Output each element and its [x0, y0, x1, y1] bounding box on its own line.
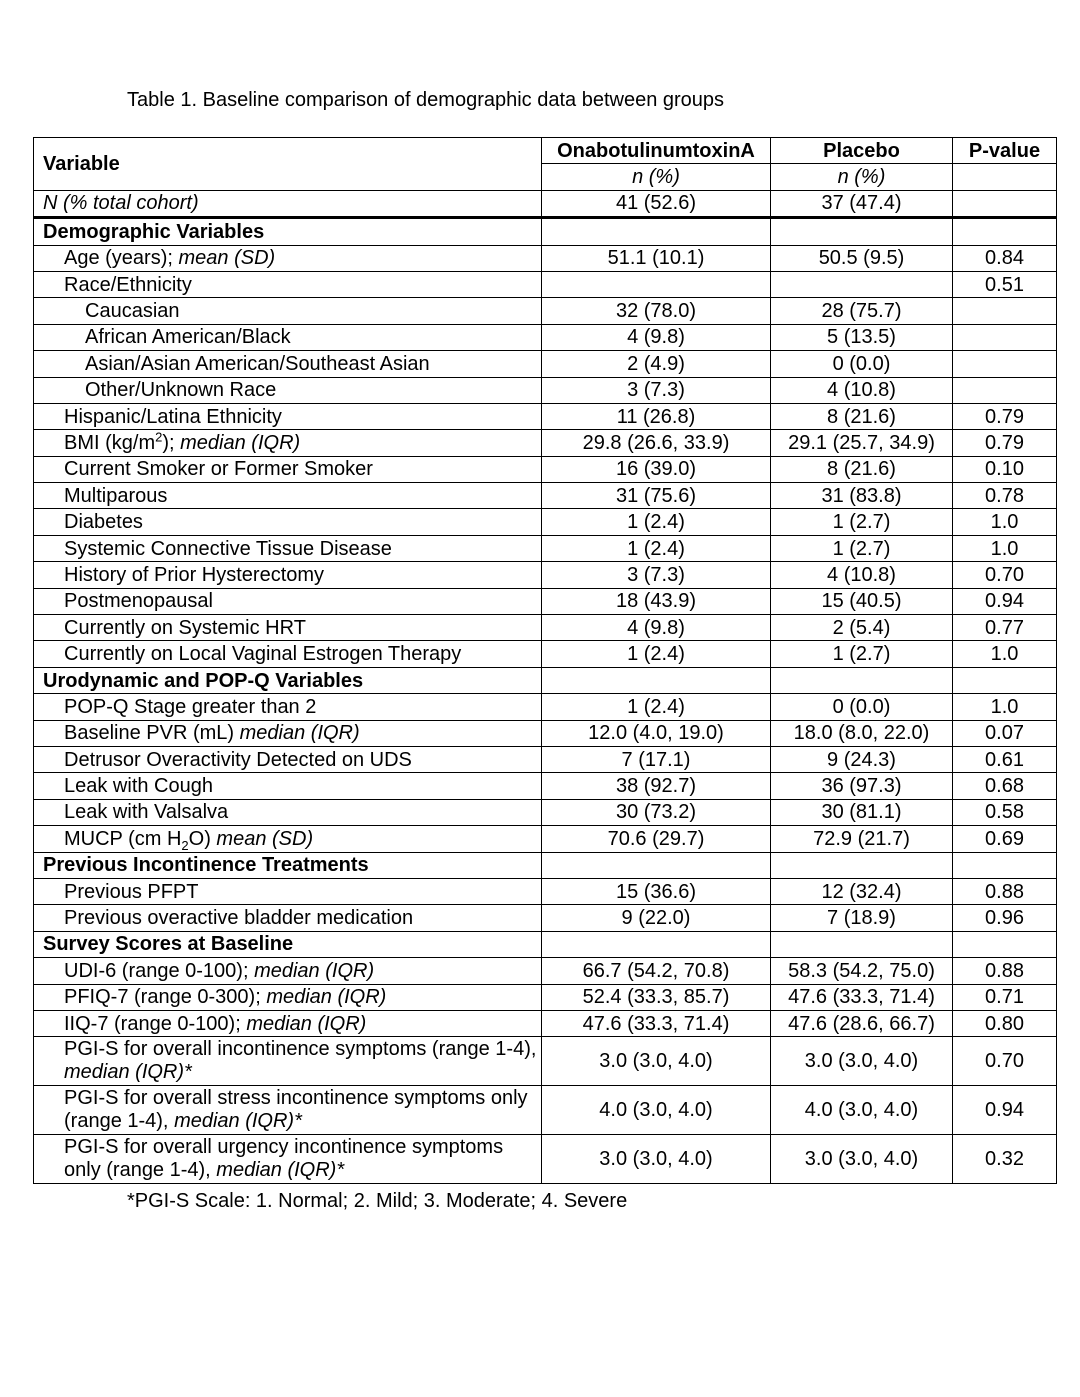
row-label — [34, 773, 542, 799]
subheader-onabotulinumtoxina: n (%) — [542, 164, 771, 190]
cell-onabotulinumtoxina: 47.6 (33.3, 71.4) — [542, 1010, 771, 1036]
row-label-stat: median (IQR) — [254, 959, 375, 982]
table-row — [34, 1037, 1057, 1086]
cell-onabotulinumtoxina: 3.0 (3.0, 4.0) — [542, 1037, 771, 1086]
cell-onabotulinumtoxina: 51.1 (10.1) — [542, 245, 771, 271]
cell-onabotulinumtoxina: 1 (2.4) — [542, 535, 771, 561]
cell-placebo: 1 (2.7) — [771, 641, 953, 667]
cell-onabotulinumtoxina: 2 (4.9) — [542, 351, 771, 377]
cell-placebo: 58.3 (54.2, 75.0) — [771, 958, 953, 984]
cell-p-value: 0.10 — [953, 456, 1057, 482]
cell-p-value: 1.0 — [953, 641, 1057, 667]
cell-placebo: 47.6 (28.6, 66.7) — [771, 1010, 953, 1036]
cell-onabotulinumtoxina: 4 (9.8) — [542, 615, 771, 641]
baseline-table — [33, 137, 1057, 1184]
table-row — [34, 562, 1057, 588]
cell-p-value — [953, 351, 1057, 377]
cell-placebo: 3.0 (3.0, 4.0) — [771, 1037, 953, 1086]
cell-placebo: 15 (40.5) — [771, 588, 953, 614]
row-label-text: PGI-S for overall incontinence symptoms (range 1-4), — [64, 1038, 537, 1061]
cell-placebo — [771, 218, 953, 245]
header-variable: Variable — [34, 138, 542, 191]
cell-p-value — [953, 218, 1057, 245]
cell-placebo: 30 (81.1) — [771, 799, 953, 825]
table-row — [34, 190, 1057, 217]
cell-placebo: 47.6 (33.3, 71.4) — [771, 984, 953, 1010]
cell-onabotulinumtoxina: 41 (52.6) — [542, 190, 771, 217]
table-row — [34, 298, 1057, 324]
row-label-stat: median (IQR) — [239, 722, 360, 745]
row-label-stat: median (IQR)* — [174, 1110, 302, 1133]
row-label-text: ); — [162, 431, 181, 454]
cell-placebo: 4.0 (3.0, 4.0) — [771, 1086, 953, 1135]
cell-p-value: 0.79 — [953, 430, 1057, 456]
table-row — [34, 799, 1057, 825]
subheader-placebo: n (%) — [771, 164, 953, 190]
row-label — [34, 878, 542, 904]
cell-onabotulinumtoxina: 38 (92.7) — [542, 773, 771, 799]
row-label — [34, 588, 542, 614]
row-label — [34, 1135, 542, 1184]
table-row — [34, 509, 1057, 535]
row-label-text: Other/Unknown Race — [85, 379, 277, 402]
cell-onabotulinumtoxina: 32 (78.0) — [542, 298, 771, 324]
cell-p-value: 0.94 — [953, 1086, 1057, 1135]
cell-placebo: 0 (0.0) — [771, 351, 953, 377]
cell-onabotulinumtoxina: 4.0 (3.0, 4.0) — [542, 1086, 771, 1135]
row-label-text: O) — [188, 827, 217, 850]
cell-placebo: 12 (32.4) — [771, 878, 953, 904]
row-label-text: Current Smoker or Former Smoker — [64, 458, 373, 481]
cell-placebo: 5 (13.5) — [771, 324, 953, 350]
row-label — [34, 324, 542, 350]
row-label — [34, 984, 542, 1010]
cell-onabotulinumtoxina: 18 (43.9) — [542, 588, 771, 614]
cell-placebo: 4 (10.8) — [771, 562, 953, 588]
header-p-value: P-value — [953, 138, 1057, 164]
row-label — [34, 483, 542, 509]
cell-onabotulinumtoxina: 16 (39.0) — [542, 456, 771, 482]
row-label — [34, 1010, 542, 1036]
cell-onabotulinumtoxina: 9 (22.0) — [542, 905, 771, 931]
cell-p-value — [953, 852, 1057, 878]
cell-p-value: 0.88 — [953, 878, 1057, 904]
row-label-text: N (% total cohort) — [43, 192, 199, 215]
row-label — [34, 456, 542, 482]
cell-onabotulinumtoxina: 3 (7.3) — [542, 562, 771, 588]
row-label-stat: median (IQR)* — [64, 1061, 192, 1084]
cell-placebo: 72.9 (21.7) — [771, 826, 953, 852]
cell-p-value: 0.79 — [953, 403, 1057, 429]
table-row — [34, 958, 1057, 984]
row-label-text: POP-Q Stage greater than 2 — [64, 695, 317, 718]
row-label-stat: mean (SD) — [216, 827, 314, 850]
row-label-text: IIQ-7 (range 0-100); — [64, 1012, 247, 1035]
row-label-text: History of Prior Hysterectomy — [64, 563, 325, 586]
cell-placebo: 0 (0.0) — [771, 694, 953, 720]
cell-p-value — [953, 667, 1057, 693]
cell-placebo: 36 (97.3) — [771, 773, 953, 799]
row-label — [34, 218, 542, 245]
cell-onabotulinumtoxina: 4 (9.8) — [542, 324, 771, 350]
row-label-text: Previous Incontinence Treatments — [43, 854, 369, 877]
cell-p-value: 0.70 — [953, 562, 1057, 588]
cell-p-value: 0.71 — [953, 984, 1057, 1010]
table-row — [34, 641, 1057, 667]
row-label — [34, 852, 542, 878]
cell-onabotulinumtoxina — [542, 931, 771, 957]
cell-placebo — [771, 931, 953, 957]
row-label — [34, 931, 542, 957]
cell-p-value: 0.80 — [953, 1010, 1057, 1036]
table-row — [34, 1010, 1057, 1036]
section-row — [34, 667, 1057, 693]
table-row — [34, 1086, 1057, 1135]
row-label-stat: median (IQR)* — [216, 1159, 345, 1182]
header-placebo: Placebo — [771, 138, 953, 164]
row-label — [34, 403, 542, 429]
cell-onabotulinumtoxina: 3.0 (3.0, 4.0) — [542, 1135, 771, 1184]
table-row — [34, 430, 1057, 456]
table-row — [34, 826, 1057, 852]
section-row — [34, 931, 1057, 957]
row-label-text: African American/Black — [85, 326, 291, 349]
cell-onabotulinumtoxina: 15 (36.6) — [542, 878, 771, 904]
cell-onabotulinumtoxina: 29.8 (26.6, 33.9) — [542, 430, 771, 456]
table-row — [34, 483, 1057, 509]
cell-p-value: 0.69 — [953, 826, 1057, 852]
row-label — [34, 298, 542, 324]
row-label — [34, 905, 542, 931]
cell-placebo: 8 (21.6) — [771, 456, 953, 482]
cell-placebo: 18.0 (8.0, 22.0) — [771, 720, 953, 746]
row-label-text: Detrusor Overactivity Detected on UDS — [64, 748, 412, 771]
row-label-stat: median (IQR) — [266, 986, 387, 1009]
cell-onabotulinumtoxina — [542, 218, 771, 245]
cell-p-value — [953, 377, 1057, 403]
cell-p-value: 0.77 — [953, 615, 1057, 641]
table-row — [34, 878, 1057, 904]
cell-p-value — [953, 931, 1057, 957]
table-row — [34, 245, 1057, 271]
table-row — [34, 456, 1057, 482]
row-label — [34, 1086, 542, 1135]
row-label-text: Currently on Local Vaginal Estrogen Therapy — [64, 643, 462, 666]
section-row — [34, 852, 1057, 878]
table-row — [34, 377, 1057, 403]
row-label-text: PGI-S for overall stress incontinence symptoms only (range 1-4), — [64, 1087, 528, 1133]
row-label-text: Baseline PVR (mL) — [64, 722, 240, 745]
row-label-text: PFIQ-7 (range 0-300); — [64, 986, 267, 1009]
cell-placebo: 2 (5.4) — [771, 615, 953, 641]
cell-onabotulinumtoxina: 12.0 (4.0, 19.0) — [542, 720, 771, 746]
row-label — [34, 430, 542, 456]
cell-onabotulinumtoxina — [542, 667, 771, 693]
cell-p-value: 0.94 — [953, 588, 1057, 614]
cell-onabotulinumtoxina: 52.4 (33.3, 85.7) — [542, 984, 771, 1010]
table-row — [34, 720, 1057, 746]
cell-onabotulinumtoxina — [542, 852, 771, 878]
cell-onabotulinumtoxina: 7 (17.1) — [542, 746, 771, 772]
cell-p-value: 0.61 — [953, 746, 1057, 772]
row-label — [34, 271, 542, 297]
cell-p-value: 1.0 — [953, 535, 1057, 561]
table-caption: Table 1. Baseline comparison of demographic data between groups — [127, 89, 725, 111]
row-label-text: Diabetes — [64, 511, 143, 534]
row-label-stat: median (IQR) — [180, 431, 301, 454]
table-row — [34, 1135, 1057, 1184]
row-label — [34, 509, 542, 535]
cell-placebo: 37 (47.4) — [771, 190, 953, 217]
row-label — [34, 535, 542, 561]
row-label-text: Demographic Variables — [43, 220, 265, 243]
row-label-text: Leak with Valsalva — [64, 801, 229, 824]
cell-placebo: 9 (24.3) — [771, 746, 953, 772]
cell-placebo — [771, 271, 953, 297]
table-row — [34, 905, 1057, 931]
row-label-text: UDI-6 (range 0-100); — [64, 959, 255, 982]
header-onabotulinumtoxina: OnabotulinumtoxinA — [542, 138, 771, 164]
footnote: *PGI-S Scale: 1. Normal; 2. Mild; 3. Moderate; 4. Severe — [127, 1190, 628, 1212]
section-row — [34, 218, 1057, 245]
cell-p-value: 0.32 — [953, 1135, 1057, 1184]
table-row — [34, 271, 1057, 297]
row-label-text: PGI-S for overall urgency incontinence symptoms only (range 1-4), — [64, 1136, 504, 1182]
row-label — [34, 826, 542, 852]
cell-placebo — [771, 667, 953, 693]
row-label — [34, 562, 542, 588]
row-label-text: MUCP (cm H — [64, 827, 182, 850]
row-label-text: Multiparous — [64, 484, 168, 507]
cell-onabotulinumtoxina — [542, 271, 771, 297]
row-label-sub: 2 — [181, 837, 189, 853]
row-label-text: Previous overactive bladder medication — [64, 907, 414, 930]
row-label — [34, 351, 542, 377]
row-label-stat: mean (SD) — [178, 247, 276, 270]
cell-onabotulinumtoxina: 1 (2.4) — [542, 641, 771, 667]
row-label-text: Leak with Cough — [64, 775, 213, 798]
subheader-p-value — [953, 164, 1057, 190]
cell-placebo: 3.0 (3.0, 4.0) — [771, 1135, 953, 1184]
row-label — [34, 615, 542, 641]
table-row — [34, 324, 1057, 350]
cell-onabotulinumtoxina: 11 (26.8) — [542, 403, 771, 429]
row-label — [34, 190, 542, 217]
table-row — [34, 694, 1057, 720]
cell-onabotulinumtoxina: 31 (75.6) — [542, 483, 771, 509]
row-label-text: Asian/Asian American/Southeast Asian — [85, 352, 430, 375]
cell-p-value: 0.70 — [953, 1037, 1057, 1086]
cell-placebo: 7 (18.9) — [771, 905, 953, 931]
cell-placebo: 8 (21.6) — [771, 403, 953, 429]
cell-onabotulinumtoxina: 1 (2.4) — [542, 694, 771, 720]
cell-p-value — [953, 298, 1057, 324]
cell-onabotulinumtoxina: 1 (2.4) — [542, 509, 771, 535]
row-label — [34, 799, 542, 825]
header-row — [34, 138, 1057, 164]
cell-placebo: 1 (2.7) — [771, 535, 953, 561]
cell-onabotulinumtoxina: 30 (73.2) — [542, 799, 771, 825]
cell-p-value: 1.0 — [953, 694, 1057, 720]
row-label — [34, 245, 542, 271]
row-label-text: Postmenopausal — [64, 590, 213, 613]
cell-p-value: 0.58 — [953, 799, 1057, 825]
table-row — [34, 773, 1057, 799]
cell-p-value: 0.84 — [953, 245, 1057, 271]
row-label-text: Age (years); — [64, 247, 179, 270]
cell-placebo: 29.1 (25.7, 34.9) — [771, 430, 953, 456]
row-label-text: Survey Scores at Baseline — [43, 933, 294, 956]
cell-p-value: 0.51 — [953, 271, 1057, 297]
cell-p-value: 0.96 — [953, 905, 1057, 931]
table-row — [34, 535, 1057, 561]
cell-p-value — [953, 324, 1057, 350]
cell-placebo: 28 (75.7) — [771, 298, 953, 324]
row-label — [34, 694, 542, 720]
row-label — [34, 1037, 542, 1086]
table-row — [34, 984, 1057, 1010]
row-label — [34, 667, 542, 693]
cell-p-value: 0.78 — [953, 483, 1057, 509]
row-label-text: Hispanic/Latina Ethnicity — [64, 405, 282, 428]
cell-p-value: 0.68 — [953, 773, 1057, 799]
table-row — [34, 615, 1057, 641]
row-label-stat: median (IQR) — [246, 1012, 367, 1035]
row-label-text: Currently on Systemic HRT — [64, 616, 306, 639]
row-label-text: Previous PFPT — [64, 880, 199, 903]
row-label — [34, 377, 542, 403]
row-label-text: BMI (kg/m — [64, 431, 156, 454]
table-row — [34, 403, 1057, 429]
cell-placebo — [771, 852, 953, 878]
cell-onabotulinumtoxina: 70.6 (29.7) — [542, 826, 771, 852]
table-row — [34, 746, 1057, 772]
row-label-sup: 2 — [155, 429, 163, 445]
cell-placebo: 4 (10.8) — [771, 377, 953, 403]
table-row — [34, 588, 1057, 614]
row-label — [34, 746, 542, 772]
row-label-text: Systemic Connective Tissue Disease — [64, 537, 392, 560]
cell-placebo: 31 (83.8) — [771, 483, 953, 509]
cell-p-value: 0.88 — [953, 958, 1057, 984]
row-label — [34, 720, 542, 746]
cell-placebo: 1 (2.7) — [771, 509, 953, 535]
row-label-text: Race/Ethnicity — [64, 273, 192, 296]
cell-p-value: 1.0 — [953, 509, 1057, 535]
row-label — [34, 958, 542, 984]
cell-p-value: 0.07 — [953, 720, 1057, 746]
table-row — [34, 351, 1057, 377]
cell-onabotulinumtoxina: 3 (7.3) — [542, 377, 771, 403]
row-label-text: Caucasian — [85, 300, 180, 323]
row-label — [34, 641, 542, 667]
cell-placebo: 50.5 (9.5) — [771, 245, 953, 271]
cell-p-value — [953, 190, 1057, 217]
cell-onabotulinumtoxina: 66.7 (54.2, 70.8) — [542, 958, 771, 984]
row-label-text: Urodynamic and POP-Q Variables — [43, 669, 364, 692]
